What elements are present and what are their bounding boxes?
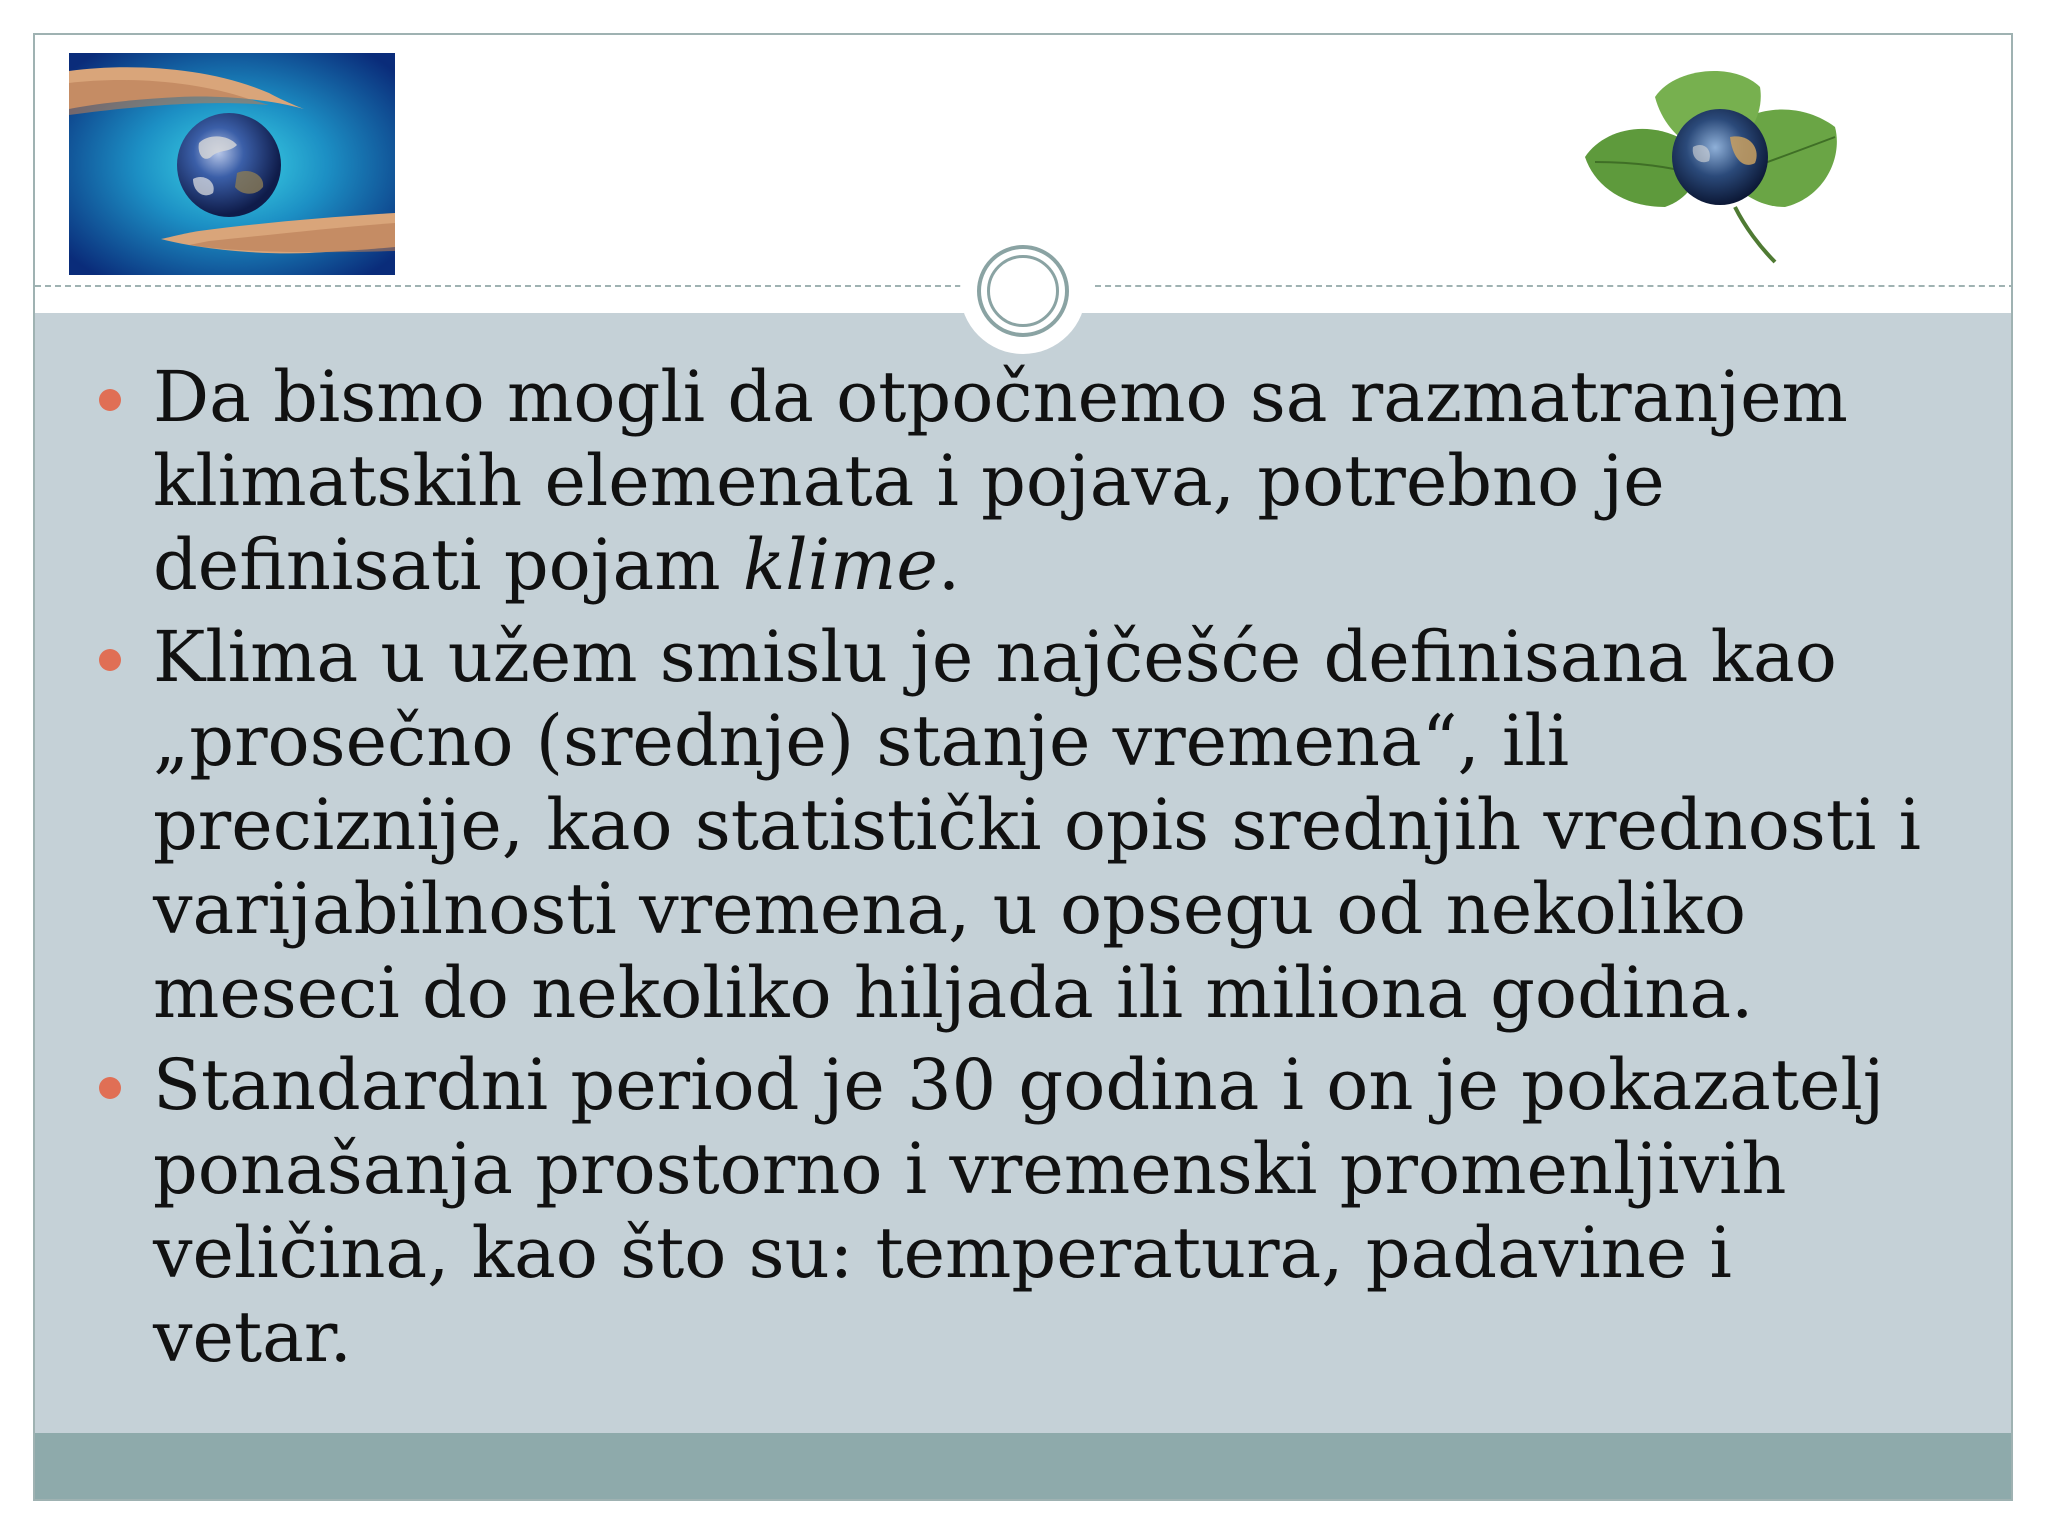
bullet-item-2	[35, 615, 2011, 1035]
italic-term: klime	[742, 524, 938, 606]
header-divider-left	[35, 285, 961, 287]
earth-on-leaf-image	[1585, 57, 1847, 267]
bullet-item-3	[35, 1043, 2011, 1379]
divider-circle-ornament	[960, 228, 1086, 354]
footer-band	[35, 1433, 2011, 1501]
bullet-dot-icon	[99, 649, 121, 671]
bullet-item-1	[35, 355, 2011, 607]
bullet-list	[35, 355, 2011, 1387]
bullet-dot-icon	[99, 1077, 121, 1099]
bullet-dot-icon	[99, 389, 121, 411]
bullet-text: Klima u užem smislu je najčešće definisana kao „prosečno (srednje) stanje vremena“, ili preciznije, kao statistički opis srednjih vrednosti i varijabilnosti vremena, u opsegu od nekoliko meseci do nekoliko hiljada ili miliona godina.	[153, 616, 1922, 1034]
header-divider-right	[1095, 285, 2013, 287]
circle-ring-icon	[977, 245, 1069, 337]
slide	[33, 33, 2013, 1501]
hands-holding-earth-image	[69, 53, 395, 275]
bullet-text: Da bismo mogli da otpočnemo sa razmatranjem klimatskih elemenata i pojava, potrebno je definisati pojam klime.	[153, 356, 1848, 606]
bullet-text: Standardni period je 30 godina i on je pokazatelj ponašanja prostorno i vremenski promenljivih veličina, kao što su: temperatura, padavine i vetar.	[153, 1044, 1885, 1378]
